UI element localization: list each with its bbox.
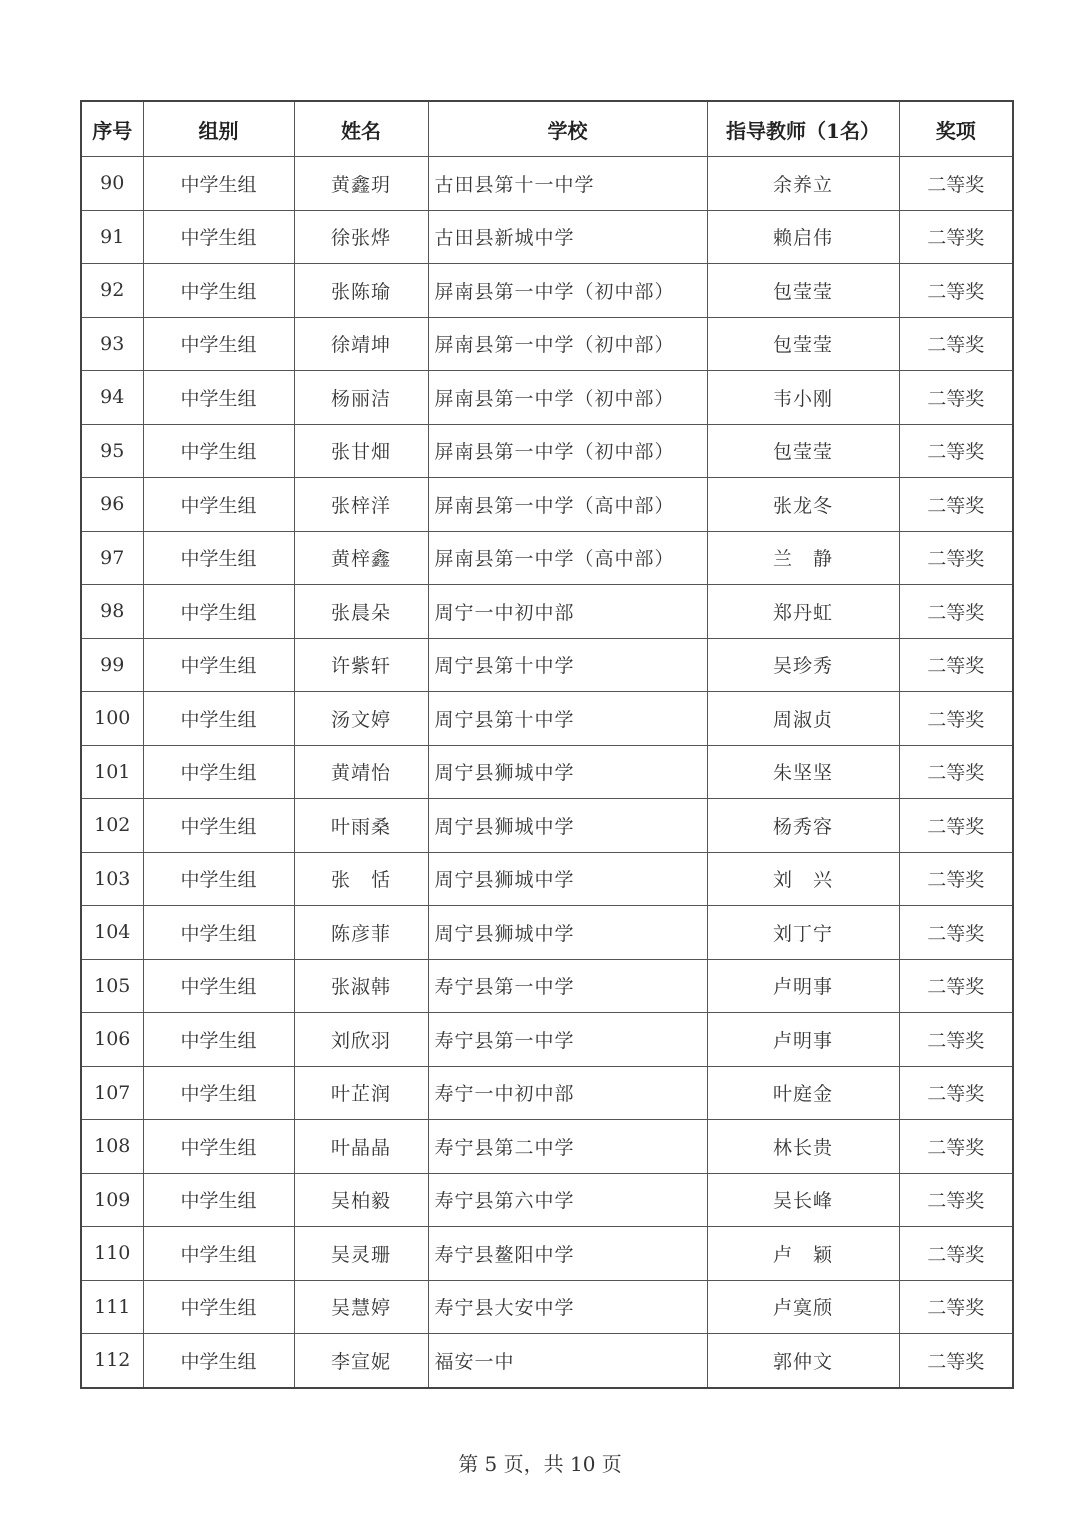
row-student-name: 张 恬: [294, 852, 428, 906]
row-teacher: 叶庭金: [707, 1066, 899, 1120]
row-school: 屏南县第一中学（高中部）: [428, 478, 707, 532]
row-group: 中学生组: [143, 157, 294, 211]
award-table: [80, 100, 1014, 1389]
table-row: [81, 799, 1013, 853]
row-student-name: 张淑韩: [294, 959, 428, 1013]
row-index: 92: [81, 264, 143, 318]
row-award: 二等奖: [899, 852, 1013, 906]
row-index: 94: [81, 371, 143, 425]
row-student-name: 徐张烨: [294, 210, 428, 264]
row-index: 111: [81, 1280, 143, 1334]
row-group: 中学生组: [143, 906, 294, 960]
header-award: 奖项: [899, 101, 1013, 157]
row-group: 中学生组: [143, 852, 294, 906]
row-index: 91: [81, 210, 143, 264]
table-row: [81, 638, 1013, 692]
row-school: 寿宁一中初中部: [428, 1066, 707, 1120]
row-student-name: 许紫轩: [294, 638, 428, 692]
row-school: 周宁县狮城中学: [428, 906, 707, 960]
row-index: 93: [81, 317, 143, 371]
table-row: [81, 1120, 1013, 1174]
row-student-name: 黄梓鑫: [294, 531, 428, 585]
table-row: [81, 1013, 1013, 1067]
header-teacher: 指导教师（1名）: [707, 101, 899, 157]
row-teacher: 包莹莹: [707, 264, 899, 318]
row-index: 106: [81, 1013, 143, 1067]
row-group: 中学生组: [143, 478, 294, 532]
row-student-name: 张陈瑜: [294, 264, 428, 318]
row-teacher: 卢寞颀: [707, 1280, 899, 1334]
row-student-name: 黄靖怡: [294, 745, 428, 799]
row-school: 福安一中: [428, 1334, 707, 1388]
row-group: 中学生组: [143, 317, 294, 371]
header-index: 序号: [81, 101, 143, 157]
row-award: 二等奖: [899, 1334, 1013, 1388]
row-group: 中学生组: [143, 959, 294, 1013]
row-award: 二等奖: [899, 745, 1013, 799]
row-teacher: 刘丁宁: [707, 906, 899, 960]
row-group: 中学生组: [143, 1227, 294, 1281]
row-group: 中学生组: [143, 264, 294, 318]
row-group: 中学生组: [143, 1013, 294, 1067]
row-award: 二等奖: [899, 1280, 1013, 1334]
row-teacher: 林长贵: [707, 1120, 899, 1174]
row-group: 中学生组: [143, 371, 294, 425]
row-group: 中学生组: [143, 585, 294, 639]
row-teacher: 包莹莹: [707, 317, 899, 371]
row-index: 100: [81, 692, 143, 746]
row-student-name: 叶晶晶: [294, 1120, 428, 1174]
row-student-name: 叶芷润: [294, 1066, 428, 1120]
row-school: 寿宁县鳌阳中学: [428, 1227, 707, 1281]
row-index: 95: [81, 424, 143, 478]
row-teacher: 郭仲文: [707, 1334, 899, 1388]
row-student-name: 杨丽洁: [294, 371, 428, 425]
row-award: 二等奖: [899, 531, 1013, 585]
row-teacher: 张龙冬: [707, 478, 899, 532]
row-group: 中学生组: [143, 745, 294, 799]
row-student-name: 吴柏毅: [294, 1173, 428, 1227]
row-award: 二等奖: [899, 264, 1013, 318]
table-row: [81, 1334, 1013, 1388]
row-award: 二等奖: [899, 371, 1013, 425]
row-award: 二等奖: [899, 906, 1013, 960]
row-school: 周宁县狮城中学: [428, 799, 707, 853]
table-row: [81, 478, 1013, 532]
row-index: 96: [81, 478, 143, 532]
row-group: 中学生组: [143, 424, 294, 478]
row-teacher: 余养立: [707, 157, 899, 211]
row-group: 中学生组: [143, 210, 294, 264]
table-body: [81, 157, 1013, 1388]
row-student-name: 叶雨桑: [294, 799, 428, 853]
table-row: [81, 1173, 1013, 1227]
row-index: 103: [81, 852, 143, 906]
table-row: [81, 1227, 1013, 1281]
table-row: [81, 585, 1013, 639]
header-name: 姓名: [294, 101, 428, 157]
row-school: 屏南县第一中学（高中部）: [428, 531, 707, 585]
row-teacher: 包莹莹: [707, 424, 899, 478]
row-school: 古田县第十一中学: [428, 157, 707, 211]
table-row: [81, 371, 1013, 425]
row-index: 97: [81, 531, 143, 585]
row-index: 112: [81, 1334, 143, 1388]
row-index: 101: [81, 745, 143, 799]
row-group: 中学生组: [143, 531, 294, 585]
header-row: [81, 101, 1013, 157]
row-school: 屏南县第一中学（初中部）: [428, 371, 707, 425]
row-teacher: 杨秀容: [707, 799, 899, 853]
row-school: 古田县新城中学: [428, 210, 707, 264]
table-row: [81, 1066, 1013, 1120]
row-index: 108: [81, 1120, 143, 1174]
row-student-name: 陈彦菲: [294, 906, 428, 960]
row-index: 110: [81, 1227, 143, 1281]
row-index: 102: [81, 799, 143, 853]
row-teacher: 刘 兴: [707, 852, 899, 906]
row-index: 109: [81, 1173, 143, 1227]
row-school: 寿宁县第二中学: [428, 1120, 707, 1174]
row-school: 周宁县狮城中学: [428, 852, 707, 906]
row-student-name: 刘欣羽: [294, 1013, 428, 1067]
row-teacher: 卢 颖: [707, 1227, 899, 1281]
row-award: 二等奖: [899, 799, 1013, 853]
row-school: 周宁县狮城中学: [428, 745, 707, 799]
row-teacher: 赖启伟: [707, 210, 899, 264]
row-school: 周宁一中初中部: [428, 585, 707, 639]
row-student-name: 吴慧婷: [294, 1280, 428, 1334]
row-group: 中学生组: [143, 799, 294, 853]
row-school: 周宁县第十中学: [428, 692, 707, 746]
row-student-name: 汤文婷: [294, 692, 428, 746]
row-student-name: 张晨朵: [294, 585, 428, 639]
row-award: 二等奖: [899, 317, 1013, 371]
row-award: 二等奖: [899, 1227, 1013, 1281]
row-award: 二等奖: [899, 157, 1013, 211]
row-student-name: 黄鑫玥: [294, 157, 428, 211]
row-school: 寿宁县大安中学: [428, 1280, 707, 1334]
row-award: 二等奖: [899, 692, 1013, 746]
row-award: 二等奖: [899, 478, 1013, 532]
row-school: 寿宁县第一中学: [428, 959, 707, 1013]
table-row: [81, 852, 1013, 906]
header-group: 组别: [143, 101, 294, 157]
row-teacher: 朱坚坚: [707, 745, 899, 799]
row-group: 中学生组: [143, 1280, 294, 1334]
row-teacher: 郑丹虹: [707, 585, 899, 639]
table-row: [81, 745, 1013, 799]
row-teacher: 兰 静: [707, 531, 899, 585]
table-row: [81, 264, 1013, 318]
row-index: 105: [81, 959, 143, 1013]
row-index: 99: [81, 638, 143, 692]
row-teacher: 卢明事: [707, 959, 899, 1013]
row-award: 二等奖: [899, 638, 1013, 692]
row-index: 107: [81, 1066, 143, 1120]
row-group: 中学生组: [143, 1173, 294, 1227]
row-group: 中学生组: [143, 1334, 294, 1388]
row-student-name: 徐靖坤: [294, 317, 428, 371]
table-row: [81, 531, 1013, 585]
table-row: [81, 157, 1013, 211]
row-student-name: 吴灵珊: [294, 1227, 428, 1281]
table-row: [81, 317, 1013, 371]
row-award: 二等奖: [899, 585, 1013, 639]
row-index: 104: [81, 906, 143, 960]
table-row: [81, 424, 1013, 478]
row-award: 二等奖: [899, 424, 1013, 478]
table-row: [81, 692, 1013, 746]
row-teacher: 吴长峰: [707, 1173, 899, 1227]
row-award: 二等奖: [899, 959, 1013, 1013]
page-footer: 第 5 页，共 10 页: [458, 1452, 622, 1476]
row-school: 寿宁县第一中学: [428, 1013, 707, 1067]
row-student-name: 张梓洋: [294, 478, 428, 532]
row-teacher: 卢明事: [707, 1013, 899, 1067]
row-teacher: 韦小刚: [707, 371, 899, 425]
table-row: [81, 1280, 1013, 1334]
row-school: 屏南县第一中学（初中部）: [428, 317, 707, 371]
row-award: 二等奖: [899, 1173, 1013, 1227]
row-school: 周宁县第十中学: [428, 638, 707, 692]
row-student-name: 李宣妮: [294, 1334, 428, 1388]
row-group: 中学生组: [143, 1066, 294, 1120]
row-school: 屏南县第一中学（初中部）: [428, 424, 707, 478]
row-school: 屏南县第一中学（初中部）: [428, 264, 707, 318]
row-award: 二等奖: [899, 1120, 1013, 1174]
row-teacher: 周淑贞: [707, 692, 899, 746]
row-index: 90: [81, 157, 143, 211]
row-group: 中学生组: [143, 638, 294, 692]
table-row: [81, 959, 1013, 1013]
row-award: 二等奖: [899, 1013, 1013, 1067]
row-index: 98: [81, 585, 143, 639]
header-school: 学校: [428, 101, 707, 157]
row-award: 二等奖: [899, 210, 1013, 264]
row-school: 寿宁县第六中学: [428, 1173, 707, 1227]
table-row: [81, 906, 1013, 960]
row-teacher: 吴珍秀: [707, 638, 899, 692]
row-award: 二等奖: [899, 1066, 1013, 1120]
row-group: 中学生组: [143, 692, 294, 746]
row-student-name: 张甘畑: [294, 424, 428, 478]
row-group: 中学生组: [143, 1120, 294, 1174]
table-row: [81, 210, 1013, 264]
